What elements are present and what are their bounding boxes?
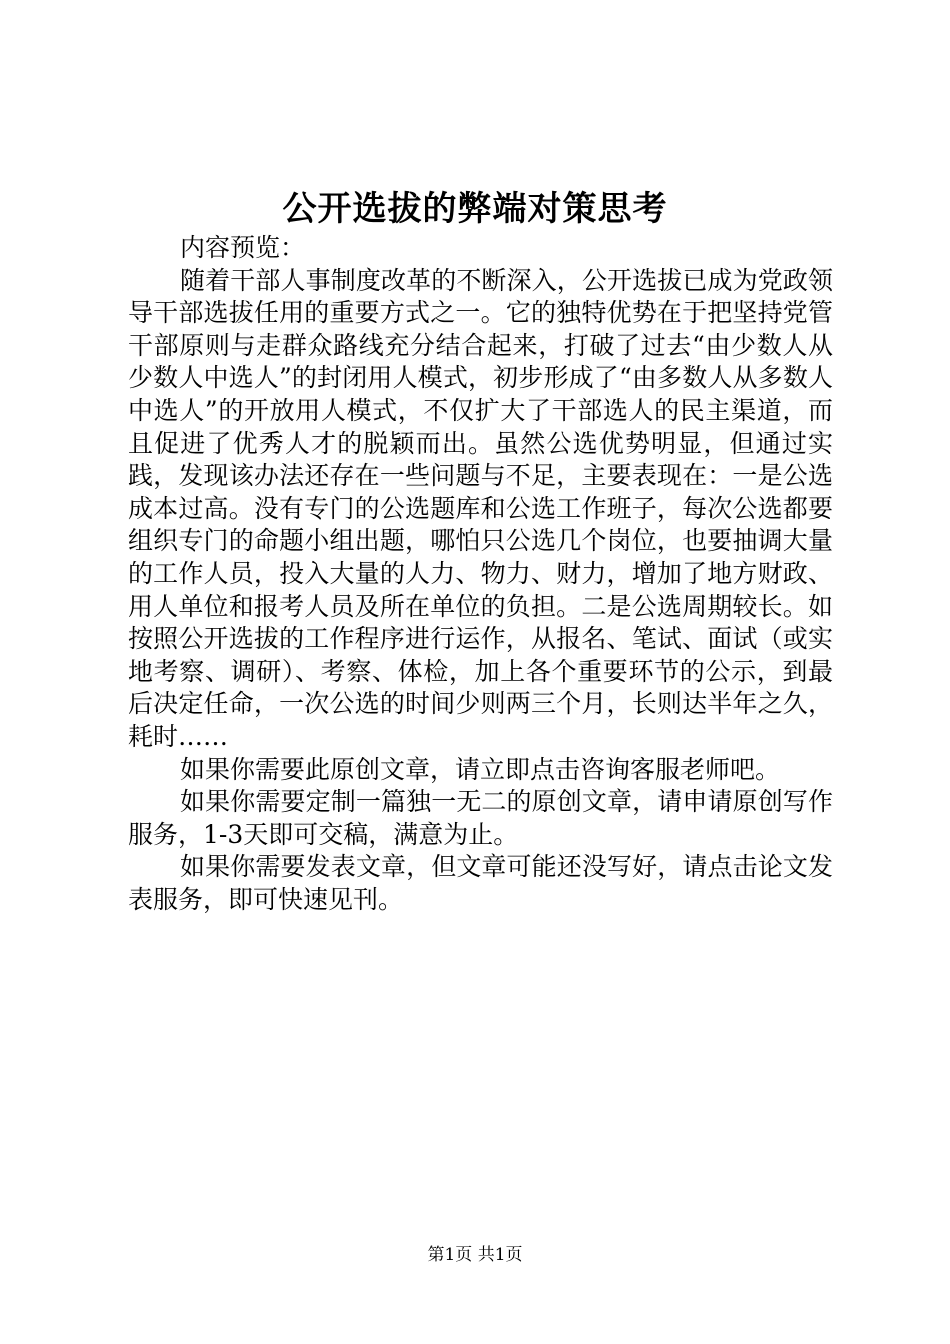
page-footer: 第1页 共1页 xyxy=(427,1245,523,1265)
custom-writing-paragraph: 如果你需要定制一篇独一无二的原创文章，请申请原创写作服务，1-3天即可交稿，满意为止。 xyxy=(128,787,833,849)
consult-paragraph: 如果你需要此原创文章，请立即点击咨询客服老师吧。 xyxy=(180,754,781,784)
page-title: 公开选拔的弊端对策思考 xyxy=(282,189,668,229)
summary-paragraph: 随着干部人事制度改革的不断深入，公开选拔已成为党政领导干部选拔任用的重要方式之一。它的独特优势在于把坚持党管干部原则与走群众路线充分结合起来，打破了过去“由少数人从少数人中选人”的封闭用人模式，初步形成了“由多数人从多数人中选人”的开放用人模式，不仅扩大了干部选人的民主渠道，而且促进了优秀人才的脱颖而出。虽然公选优势明显，但通过实践，发现该办法还存在一些问题与不足，主要表现在：一是公选成本过高。没有专门的公选题库和公选工作班子，每次公选都要组织专门的命题小组出题，哪怕只公选几个岗位，也要抽调大量的工作人员，投入大量的人力、物力、财力，增加了地方财政、用人单位和报考人员及所在单位的负担。二是公选周期较长。如按照公开选拔的工作程序进行运作，从报名、笔试、面试（或实地考察、调研）、考察、体检，加上各个重要环节的公示，到最后决定任命，一次公选的时间少则两三个月，长则达半年之久，耗时…… xyxy=(128,265,833,751)
document-body xyxy=(128,232,833,916)
publish-paragraph: 如果你需要发表文章，但文章可能还没写好，请点击论文发表服务，即可快速见刊。 xyxy=(128,852,833,914)
preview-label: 内容预览： xyxy=(180,233,306,262)
